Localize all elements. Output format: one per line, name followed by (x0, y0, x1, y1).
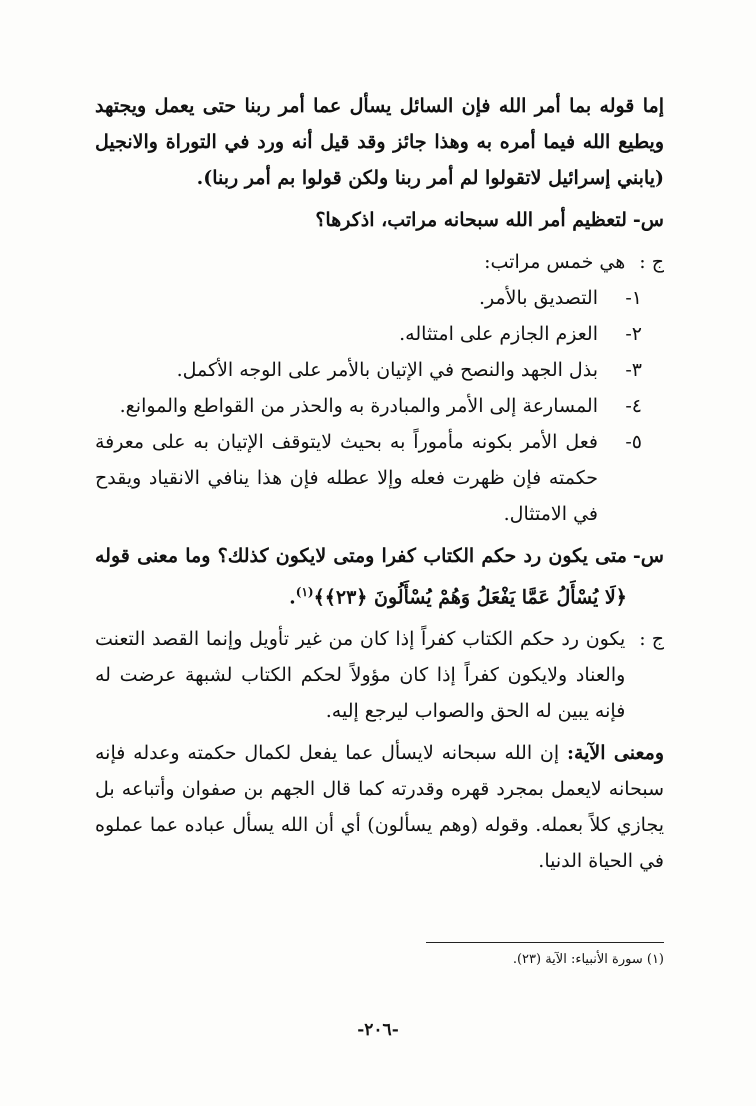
question-2 (95, 538, 664, 615)
answer-2 (95, 621, 664, 729)
list-item-text: العزم الجازم على امتثاله. (399, 323, 598, 345)
list-item-number: ١- (625, 287, 642, 309)
list-item-text: المسارعة إلى الأمر والمبادرة به والحذر من القواطع والموانع. (119, 395, 598, 417)
quran-verse: ﴿لَا يُسْأَلُ عَمَّا يَفْعَلُ وَهُمْ يُسْأَلُونَ ﴿٢٣﴾﴾ (313, 586, 627, 609)
footnote-ref: (١) (295, 585, 314, 599)
question-1 (95, 202, 664, 238)
list-item-number: ٥- (625, 431, 642, 453)
question-2-body (95, 538, 627, 615)
page-number: -٢٠٦- (357, 1020, 399, 1040)
question-1-text: لتعظيم أمر الله سبحانه مراتب، اذكرها؟ (315, 209, 627, 231)
answer-1-tag: ج : (639, 251, 664, 273)
list-item (95, 388, 642, 424)
question-2-end: . (289, 586, 296, 609)
question-2-text: متى يكون رد حكم الكتاب كفرا ومتى لايكون كذلك؟ وما معنى قوله (95, 545, 627, 567)
ranks-list (95, 280, 664, 532)
question-2-tag: س- (632, 545, 664, 567)
footnote: (١) سورة الأنبياء: الآية (٢٣). (512, 952, 664, 967)
answer-2-tag: ج : (639, 628, 664, 651)
footnote-divider (426, 942, 664, 943)
verse-meaning (95, 735, 664, 879)
list-item-text: التصديق بالأمر. (478, 287, 598, 309)
verse-meaning-label: ومعنى الآية: (566, 742, 664, 765)
answer-1 (95, 244, 664, 280)
list-item-number: ٣- (625, 359, 642, 381)
answer-2-text: يكون رد حكم الكتاب كفراً إذا كان من غير تأويل وإنما القصد التعنت والعناد ولايكون كفراً إذا كان مؤولاً لحكم الكتاب لشبهة عرضت له فإنه يبين له الحق والصواب ليرجع إليه. (95, 628, 626, 723)
list-item-number: ٤- (625, 395, 642, 417)
list-item (95, 424, 642, 532)
question-1-tag: س- (632, 209, 664, 231)
list-item (95, 280, 642, 316)
list-item-text: بذل الجهد والنصح في الإتيان بالأمر على الوجه الأكمل. (176, 359, 598, 381)
list-item (95, 316, 642, 352)
intro-paragraph (95, 88, 664, 196)
answer-1-intro: هي خمس مراتب: (484, 251, 626, 273)
list-item (95, 352, 642, 388)
list-item-text: فعل الأمر بكونه مأموراً به بحيث لايتوقف الإتيان به على معرفة حكمته فإن ظهرت فعله وإلا عطله فإن هذا ينافي الانقياد ويقدح في الامتثال. (95, 431, 598, 525)
list-item-number: ٢- (625, 323, 642, 345)
intro-text: إما قوله بما أمر الله فإن السائل يسأل عما أمر ربنا حتى يعمل ويجتهد ويطيع الله فيما أمره به وهذا جائز وقد قيل أنه ورد في التوراة والانجيل (يابني إسرائيل لاتقولوا لم أمر ربنا ولكن قولوا بم أمر ربنا). (95, 95, 664, 189)
verse-meaning-text: إن الله سبحانه لايسأل عما يفعل لكمال حكمته وعدله فإنه سبحانه لايعمل بمجرد قهره وقدرته كما قال الجهم بن صفوان وأتباعه بل يجازي كلاً بعمله. وقوله (وهم يسألون) أي أن الله يسأل عباده عما عملوه في الحياة الدنيا. (95, 742, 664, 873)
